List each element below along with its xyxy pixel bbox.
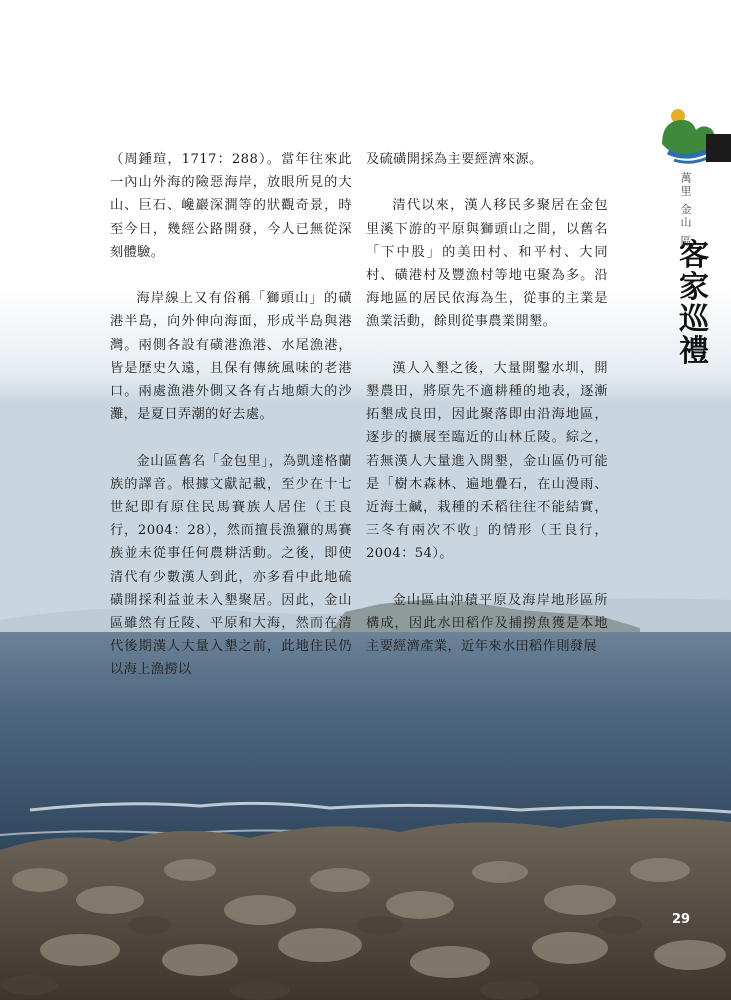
series-title-char: 禮 [679,334,709,369]
series-title [664,240,724,368]
series-title-char: 巡 [679,302,709,337]
left-column [110,148,352,705]
series-subtitle: 萬里 金山 區 [679,172,692,248]
paragraph: 海岸線上又有俗稱「獅頭山」的磺港半島，向外伸向海面，形成半島與港灣。兩側各設有磺港漁港、水尾漁港，皆是歷史久遠，且保有傳統風味的老港口。兩處漁港外側又各有占地頗大的沙灘，是夏日弄潮的好去處。 [110,291,352,423]
right-column [366,148,608,682]
paragraph: 漢人入墾之後，大量開鑿水圳，開墾農田，將原先不適耕種的地表，逐漸拓墾成良田，因此聚落即由沿海地區，逐步的擴展至臨近的山林丘陵。綜之，若無漢人大量進入開墾，金山區仍可能是「樹木森林、遍地疊石，在山漫雨、近海土鹹，栽種的禾稻往往不能結實，三冬有兩次不收」的情形（王良行，2004：54）。 [366,360,608,562]
page-number: 29 [672,912,691,927]
paragraph: 金山區舊名「金包里」，為凱達格蘭族的譯音。根據文獻記載，至少在十七世紀即有原住民馬賽族人居住（王良行，2004：28），然而擅長漁獵的馬賽族並未從事任何農耕活動。之後，即使清代有少數漢人到此，亦多看中此地硫磺開採利益並未入墾聚居。因此，金山區雖然有丘陵、平原和大海，然而在清代後期漢人大量入墾之前，此地住民仍以海上漁撈以 [110,453,352,678]
paragraph: 清代以來，漢人移民多聚居在金包里溪下游的平原與獅頭山之間，以舊名「下中股」的美田村、和平村、大同村、磺港村及豐漁村等地屯聚為多。沿海地區的居民依海為生，從事的主業是漁業活動，餘則從事農業開墾。 [366,198,608,330]
paragraph: （周鍾瑄，1717：288）。當年往來此一內山外海的險惡海岸，放眼所見的大山、巨石、巉巖深澗等的狀觀奇景，時至今日，幾經公路開發，今人已無從深刻體驗。 [110,152,352,260]
series-title-char: 客 [679,238,709,273]
section-tab [706,134,731,162]
paragraph: 金山區由沖積平原及海岸地形區所構成，因此水田稻作及捕撈魚獲是本地主要經濟產業，近年來水田稻作則發展 [366,592,608,655]
series-title-char: 家 [679,270,709,305]
paragraph: 及硫磺開採為主要經濟來源。 [366,152,543,167]
